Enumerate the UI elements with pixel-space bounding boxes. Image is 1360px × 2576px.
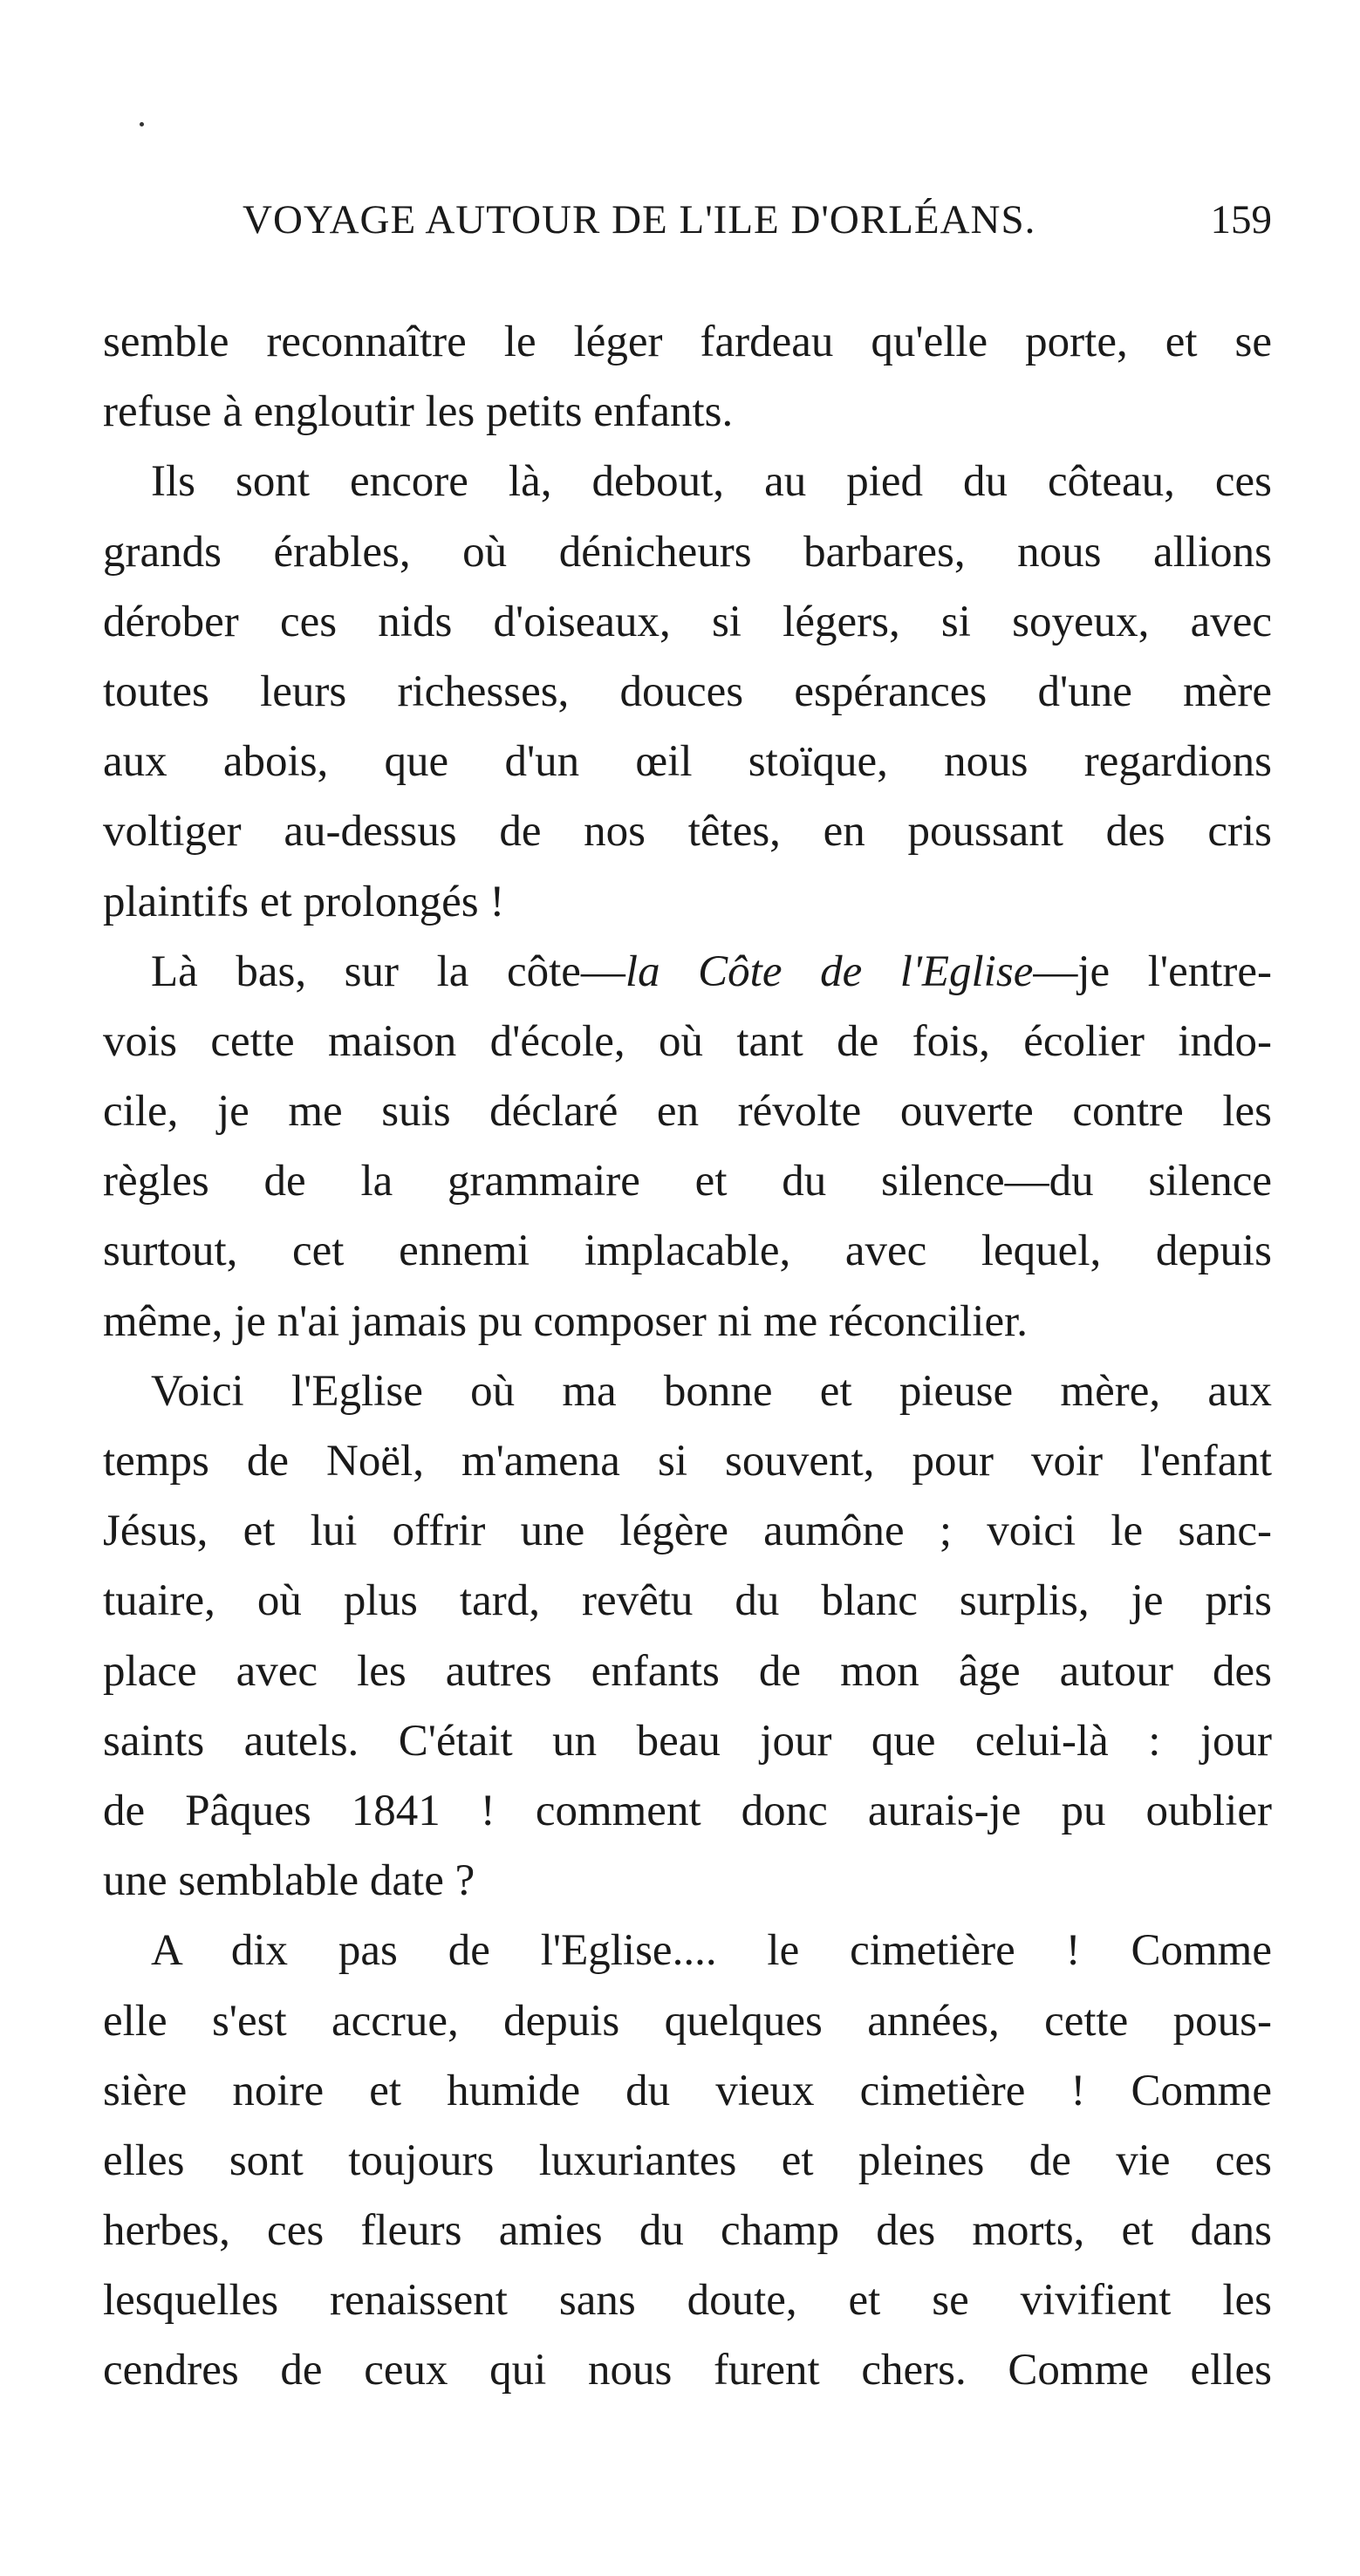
text-line: voltiger au-dessus de nos têtes, en poussant des cris xyxy=(103,807,1272,857)
text-line: saints autels. C'était un beau jour que celui-là : jour xyxy=(103,1716,1272,1766)
text-line: elles sont toujours luxuriantes et pleines de vie ces xyxy=(103,2135,1272,2185)
text-line: Jésus, et lui offrir une légère aumône ; voici le sanc- xyxy=(103,1507,1272,1556)
text-line: grands érables, où dénicheurs barbares, nous allions xyxy=(103,527,1272,577)
text-line: règles de la grammaire et du silence—du silence xyxy=(103,1157,1272,1206)
text-line: refuse à engloutir les petits enfants. xyxy=(103,387,734,437)
text-line: cile, je me suis déclaré en révolte ouverte contre les xyxy=(103,1087,1272,1137)
text-line: une semblable date ? xyxy=(103,1856,475,1906)
text-line: cendres de ceux qui nous furent chers. Comme elles xyxy=(103,2346,1272,2395)
text-line: dérober ces nids d'oiseaux, si légers, si soyeux, avec xyxy=(103,597,1272,646)
text-line: place avec les autres enfants de mon âge autour des xyxy=(103,1646,1272,1696)
italic-place-name: la Côte de l'Eglise xyxy=(625,946,1034,996)
text-line: Voici l'Eglise où ma bonne et pieuse mère, aux xyxy=(151,1366,1272,1416)
text-line: A dix pas de l'Eglise.... le cimetière ! Comme xyxy=(151,1926,1272,1976)
text-line: sière noire et humide du vieux cimetière ! Comme xyxy=(103,2066,1272,2115)
line-segment: Là bas, sur la côte— xyxy=(151,946,625,996)
text-line: surtout, cet ennemi implacable, avec lequel, depuis xyxy=(103,1227,1272,1276)
text-line: Ils sont encore là, debout, au pied du côteau, ces xyxy=(151,457,1272,507)
text-line: aux abois, que d'un œil stoïque, nous regardions xyxy=(103,737,1272,787)
text-line: semble reconnaître le léger fardeau qu'elle porte, et se xyxy=(103,318,1272,366)
ink-speck xyxy=(140,122,144,126)
running-title: VOYAGE AUTOUR DE L'ILE D'ORLÉANS. xyxy=(243,197,1036,243)
text-line: toutes leurs richesses, douces espérances d'une mère xyxy=(103,666,1272,716)
text-line: même, je n'ai jamais pu composer ni me réconcilier. xyxy=(103,1296,1028,1346)
running-head xyxy=(103,196,1272,249)
line-segment: —je l'entre- xyxy=(1033,946,1272,996)
text-line: lesquelles renaissent sans doute, et se vivifient les xyxy=(103,2276,1272,2326)
text-line: de Pâques 1841 ! comment donc aurais-je pu oublier xyxy=(103,1786,1272,1835)
text-line: vois cette maison d'école, où tant de fois, écolier indo- xyxy=(103,1016,1272,1066)
text-line: herbes, ces fleurs amies du champ des morts, et dans xyxy=(103,2206,1272,2256)
body-text xyxy=(103,307,1272,2406)
text-line: tuaire, où plus tard, revêtu du blanc surplis, je pris xyxy=(103,1576,1272,1626)
text-line: temps de Noël, m'amena si souvent, pour voir l'enfant xyxy=(103,1437,1272,1486)
text-line: elle s'est accrue, depuis quelques années, cette pous- xyxy=(103,1996,1272,2046)
page-number: 159 xyxy=(1210,197,1272,243)
text-line xyxy=(103,937,1272,1007)
text-line: plaintifs et prolongés ! xyxy=(103,877,505,926)
